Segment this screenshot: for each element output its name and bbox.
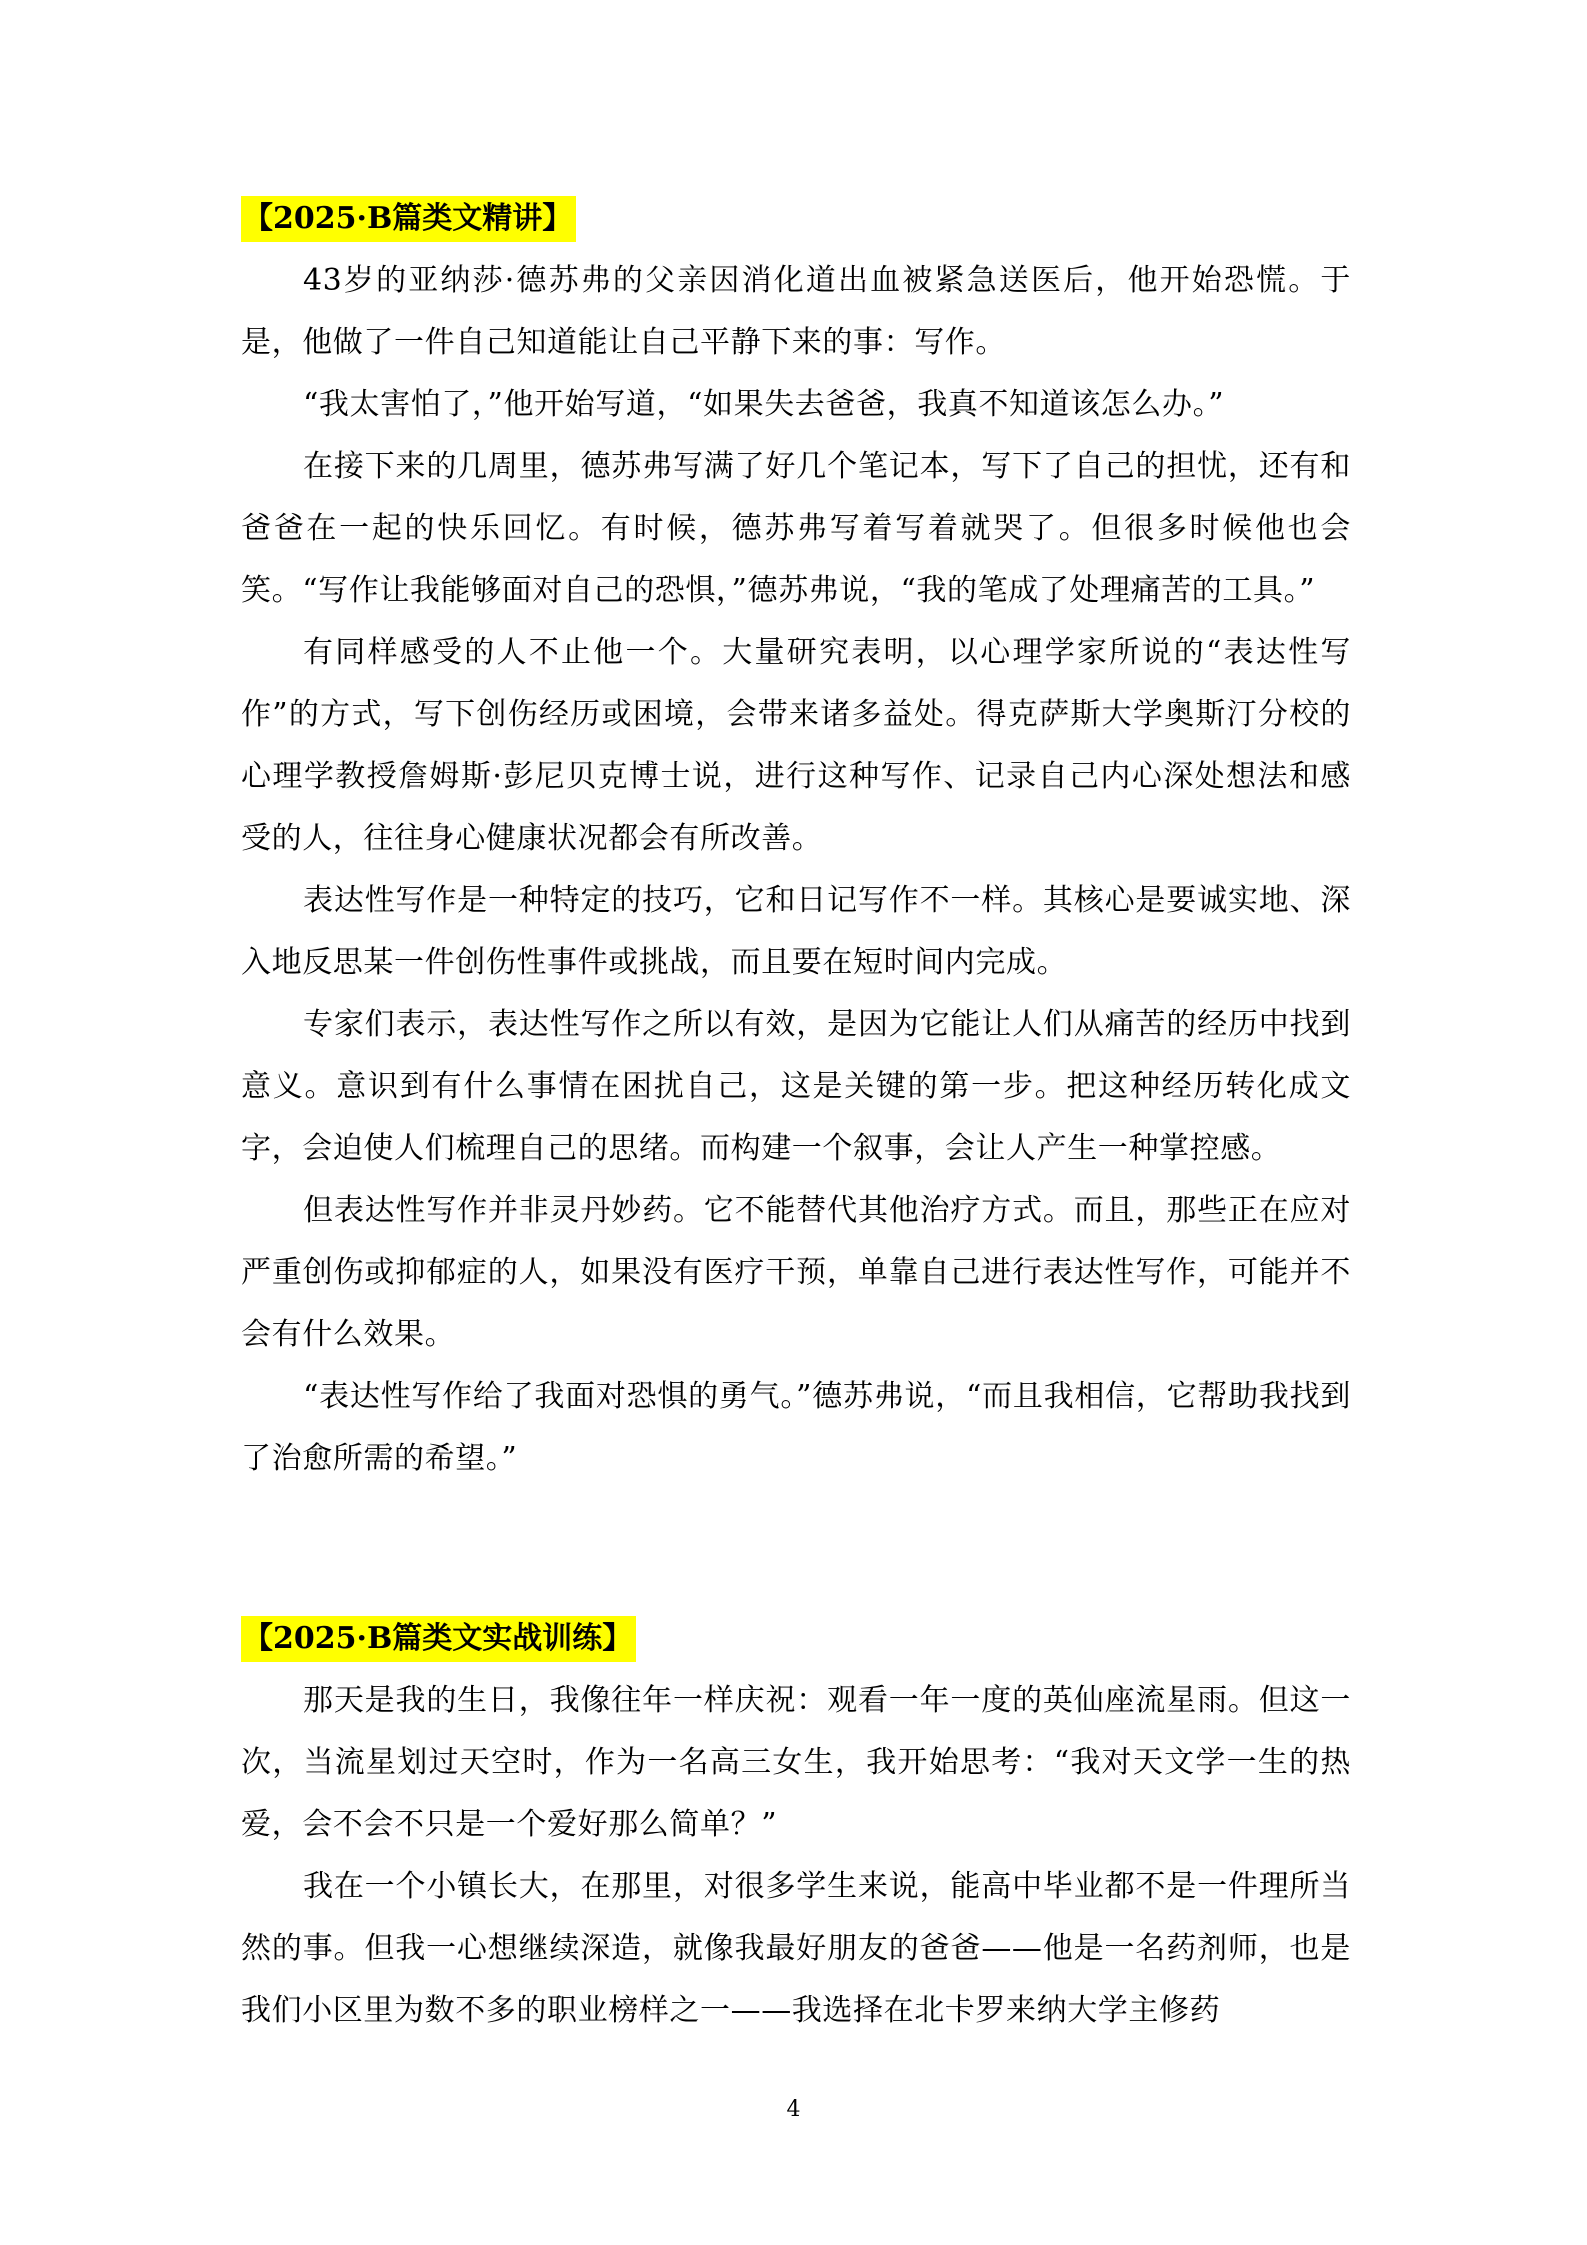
paragraph: 但表达性写作并非灵丹妙药。它不能替代其他治疗方式。而且，那些正在应对严重创伤或抑郁症的人，如果没有医疗干预，单靠自己进行表达性写作，可能并不会有什么效果。	[241, 1193, 1351, 1352]
section-practice	[241, 1616, 1351, 2042]
paragraph: 43岁的亚纳莎·德苏弗的父亲因消化道出血被紧急送医后，他开始恐慌。于是，他做了一件自己知道能让自己平静下来的事：写作。	[241, 263, 1351, 360]
paragraph: “我太害怕了，”他开始写道，“如果失去爸爸，我真不知道该怎么办。”	[303, 387, 1225, 422]
paragraph: “表达性写作给了我面对恐惧的勇气。”德苏弗说，“而且我相信，它帮助我找到了治愈所需的希望。”	[241, 1379, 1351, 1476]
paragraph: 我在一个小镇长大，在那里，对很多学生来说，能高中毕业都不是一件理所当然的事。但我一心想继续深造，就像我最好朋友的爸爸——他是一名药剂师，也是我们小区里为数不多的职业榜样之一——我选择在北卡罗来纳大学主修药	[241, 1869, 1351, 2028]
paragraph: 表达性写作是一种特定的技巧，它和日记写作不一样。其核心是要诚实地、深入地反思某一件创伤性事件或挑战，而且要在短时间内完成。	[241, 883, 1351, 980]
section-heading: 【2025·B篇类文实战训练】	[241, 1616, 636, 1662]
paragraph: 有同样感受的人不止他一个。大量研究表明，以心理学家所说的“表达性写作”的方式，写下创伤经历或困境，会带来诸多益处。得克萨斯大学奥斯汀分校的心理学教授詹姆斯·彭尼贝克博士说，进行这种写作、记录自己内心深处想法和感受的人，往往身心健康状况都会有所改善。	[241, 635, 1351, 856]
paragraph: 专家们表示，表达性写作之所以有效，是因为它能让人们从痛苦的经历中找到意义。意识到有什么事情在困扰自己，这是关键的第一步。把这种经历转化成文字，会迫使人们梳理自己的思绪。而构建一个叙事，会让人产生一种掌控感。	[241, 1007, 1351, 1166]
paragraph: 在接下来的几周里，德苏弗写满了好几个笔记本，写下了自己的担忧，还有和爸爸在一起的快乐回忆。有时候，德苏弗写着写着就哭了。但很多时候他也会笑。“写作让我能够面对自己的恐惧，”德苏弗说，“我的笔成了处理痛苦的工具。”	[241, 449, 1351, 608]
page-number: 4	[786, 2097, 801, 2122]
section-lecture	[241, 196, 1351, 1490]
section-heading: 【2025·B篇类文精讲】	[241, 196, 576, 242]
paragraph: 那天是我的生日，我像往年一样庆祝：观看一年一度的英仙座流星雨。但这一次，当流星划过天空时，作为一名高三女生，我开始思考：“我对天文学一生的热爱，会不会不只是一个爱好那么简单？”	[241, 1683, 1351, 1842]
